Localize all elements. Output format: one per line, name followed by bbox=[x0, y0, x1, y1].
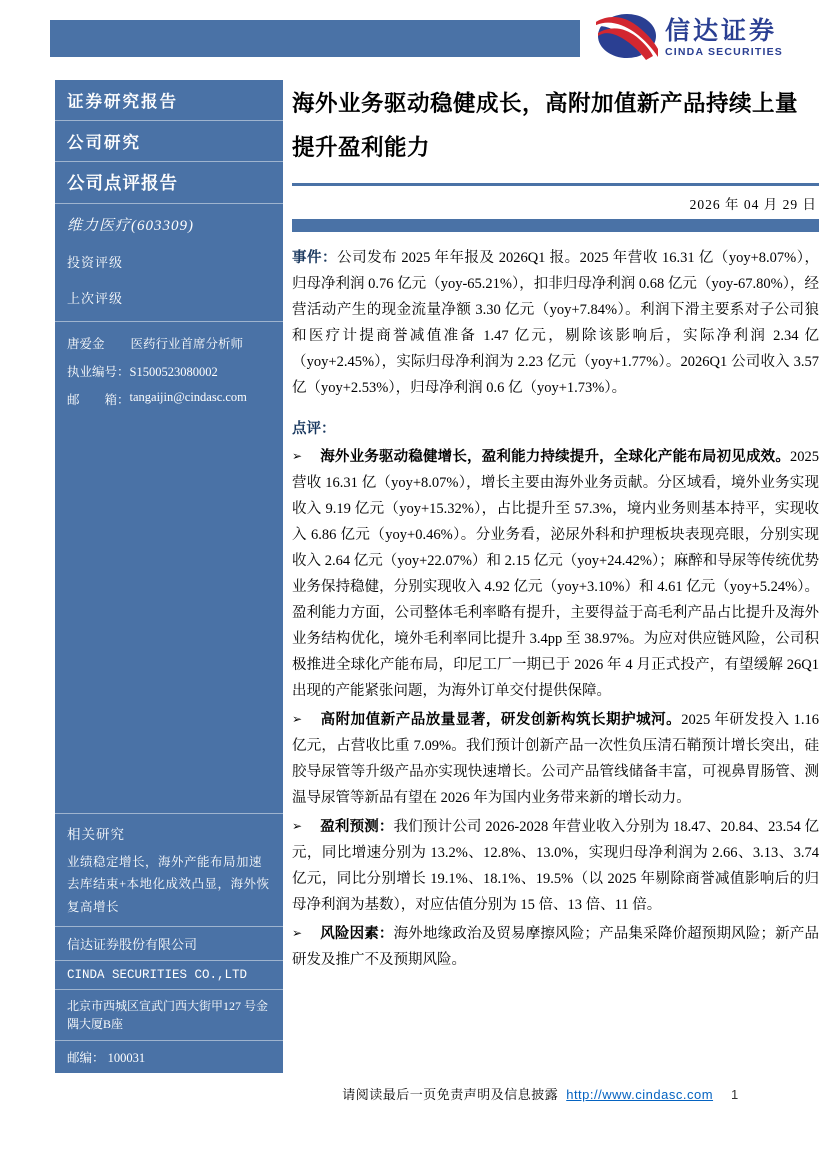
rating-label: 投资评级 bbox=[67, 255, 124, 270]
bullet-heading: 风险因素： bbox=[320, 926, 394, 942]
sidebar-spacer bbox=[55, 428, 283, 813]
event-text: 公司发布 2025 年年报及 2026Q1 报。2025 年营收 16.31 亿（yoy+8.07%），归母净利润 0.76 亿元（yoy-65.21%），扣非归母净利润 0.68 亿元（yoy-67.80%），经营活动产生的现金流量净额 3.30 亿元（yoy+7.84%）。利润下滑主要系对子公司狼和医疗计提商誉减值准备 1.47 亿元，剔除该影响后，实际净利润 2.34 亿（yoy+2.45%），实际归母净利润为 2.23 亿元（yoy+1.77%）。2026Q1 公司收入 3.57 亿（yoy+2.53%），归母净利润 0.6 亿（yoy+1.73%）。 bbox=[292, 250, 819, 396]
bullet-heading: 高附加值新产品放量显著，研发创新构筑长期护城河。 bbox=[320, 712, 682, 728]
bullet-heading: 盈利预测： bbox=[320, 819, 394, 835]
analyst-block bbox=[55, 322, 283, 428]
bullet-arrow-icon: ➢ bbox=[292, 819, 303, 833]
comment-label: 点评： bbox=[292, 421, 336, 437]
cinda-logo-icon bbox=[596, 11, 658, 66]
event-label: 事件： bbox=[292, 250, 338, 266]
prev-rating-label: 上次评级 bbox=[67, 291, 124, 306]
bullet-arrow-icon: ➢ bbox=[292, 926, 303, 940]
divider-thick bbox=[292, 219, 819, 232]
bullet-overseas-growth bbox=[292, 444, 819, 704]
bullet-text: 我们预计公司 2026-2028 年营业收入分别为 18.47、20.84、23.54 亿元，同比增速分别为 13.2%、12.8%、13.0%，实现归母净利润为 2.66、3.13、3.74 亿元，同比分别增长 19.1%、18.1%、19.5%（以 2025 年剔除商誉减值影响后的归母净利润为基数），对应估值分别为 15 倍、13 倍、11 倍。 bbox=[292, 819, 820, 913]
bullet-text: 2025 年研发投入 1.16 亿元，占营收比重 7.09%。我们预计创新产品一次性负压清石鞘预计增长突出，硅胶导尿管等升级产品亦实现快速增长。公司产品管线储备丰富，可视鼻胃肠管、测温导尿管等新品有望在 2026 年为国内业务带来新的增长动力。 bbox=[292, 712, 820, 806]
footer-link[interactable]: http://www.cindasc.com bbox=[566, 1087, 714, 1102]
brand-name-cn: 信达证券 bbox=[665, 16, 778, 45]
company-address: 北京市西城区宣武门西大街甲127 号金隅大厦B座 bbox=[55, 989, 283, 1040]
sidebar-research-category: 公司研究 bbox=[55, 121, 283, 162]
bullet-heading: 海外业务驱动稳健增长，盈利能力持续提升，全球化产能布局初见成效。 bbox=[320, 449, 790, 465]
footer-disclaimer: 请阅读最后一页免责声明及信息披露 bbox=[342, 1087, 559, 1102]
bullet-arrow-icon: ➢ bbox=[292, 712, 303, 726]
report-date: 2026 年 04 月 29 日 bbox=[689, 197, 817, 212]
related-research-item[interactable]: 业绩稳定增长，海外产能布局加速 bbox=[67, 854, 263, 869]
sidebar-report-subtype: 公司点评报告 bbox=[55, 162, 283, 204]
report-title: 海外业务驱动稳健成长，高附加值新产品持续上量提升盈利能力 bbox=[292, 91, 799, 160]
report-body bbox=[292, 82, 819, 976]
analyst-email-label: 邮 箱： bbox=[67, 393, 130, 407]
company-name-en: CINDA SECURITIES CO.,LTD bbox=[55, 960, 283, 989]
related-research-header: 相关研究 bbox=[67, 826, 125, 842]
bullet-profit-forecast bbox=[292, 814, 819, 918]
sidebar-report-type: 证券研究报告 bbox=[55, 80, 283, 121]
sidebar bbox=[55, 80, 283, 1073]
top-blue-band bbox=[50, 20, 580, 57]
bullet-text: 海外地缘政治及贸易摩擦风险；产品集采降价超预期风险；新产品研发及推广不及预期风险。 bbox=[292, 926, 820, 968]
related-research-item[interactable]: 去库结束+本地化成效凸显，海外恢复高增长 bbox=[67, 877, 270, 914]
analyst-title: 医药行业首席分析师 bbox=[130, 337, 244, 351]
related-research-block bbox=[55, 813, 283, 927]
stock-name-code: 维力医疗(603309) bbox=[67, 218, 194, 234]
page-footer bbox=[292, 1084, 819, 1103]
page-number: 1 bbox=[731, 1087, 739, 1102]
analyst-name: 唐爱金 bbox=[67, 337, 105, 351]
company-postcode: 邮编： 100031 bbox=[55, 1040, 283, 1073]
bullet-text: 2025 营收 16.31 亿（yoy+8.07%），增长主要由海外业务贡献。分区域看，境外业务实现收入 9.19 亿元（yoy+15.32%），占比提升至 57.3%，境内业务则基本持平，实现收入 6.86 亿元（yoy+0.46%）。分业务看，泌尿外科和护理板块表现亮眼，分别实现收入 2.64 亿元（yoy+22.07%）和 2.15 亿元（yoy+24.42%）；麻醉和导尿等传统优势业务保持稳健，分别实现收入 4.92 亿元（yoy+3.10%）和 4.61 亿元（yoy+5.24%）。盈利能力方面，公司整体毛利率略有提升，主要得益于高毛利产品占比提升及海外业务结构优化，境外毛利率同比提升 3.4pp 至 38.97%。为应对供应链风险，公司积极推进全球化产能布局，印尼工厂一期已于 2026 年 4 月正式投产，有望缓解 26Q1 出现的产能紧张问题，为海外订单交付提供保障。 bbox=[292, 449, 819, 699]
bullet-risk-factors bbox=[292, 921, 819, 973]
brand-name-en: CINDA SECURITIES bbox=[665, 45, 783, 58]
bullet-arrow-icon: ➢ bbox=[292, 449, 303, 463]
bullet-new-products bbox=[292, 707, 819, 811]
company-name-cn: 信达证券股份有限公司 bbox=[55, 926, 283, 960]
analyst-license: 执业编号：S1500523080002 bbox=[67, 365, 218, 379]
analyst-email[interactable]: tangaijin@cindasc.com bbox=[129, 390, 247, 404]
event-paragraph bbox=[292, 245, 819, 401]
cinda-logo bbox=[596, 12, 806, 64]
